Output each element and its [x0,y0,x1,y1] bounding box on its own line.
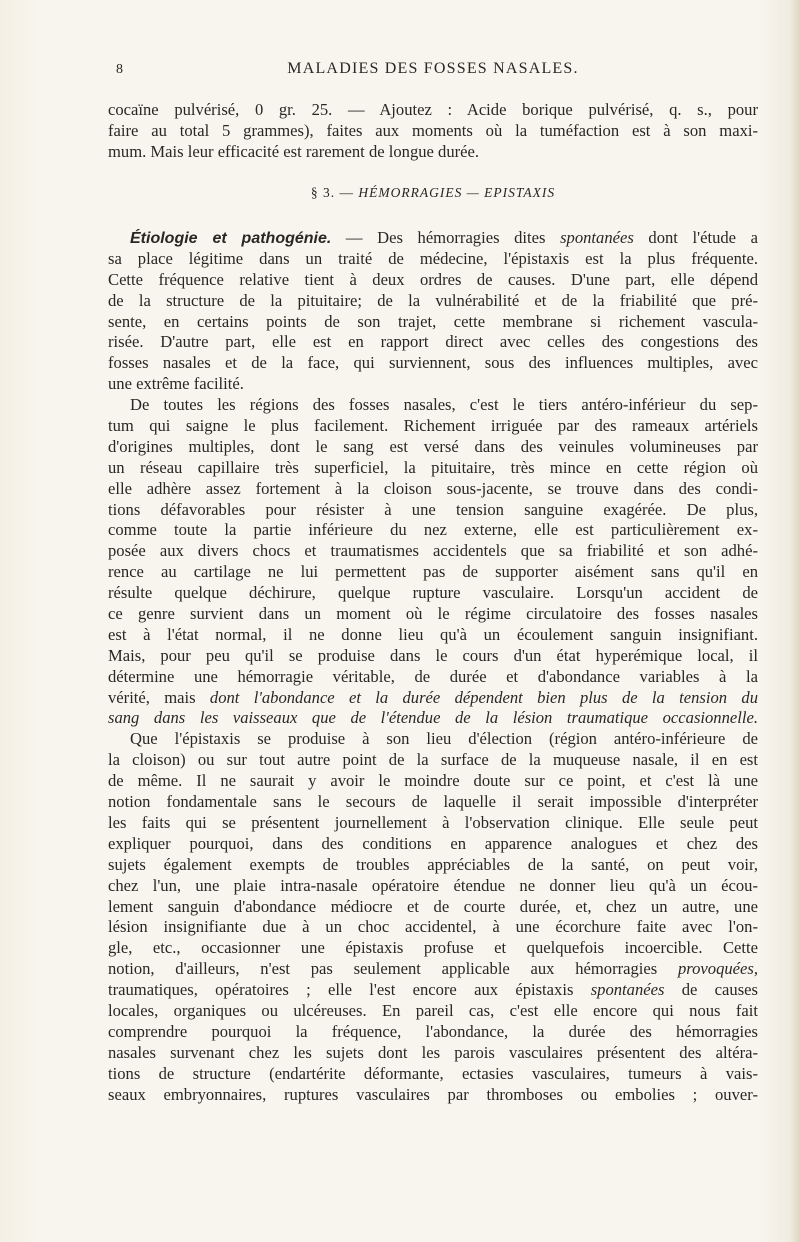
page-edge-shadow [790,0,800,1242]
text-line [108,980,758,1001]
text-line: tum qui saigne le plus facilement. Richement irriguée par des rameaux artériels [108,416,758,436]
text-line: chez l'un, une plaie intra-nasale opératoire étendue ne donner lieu qu'à un écou- [108,875,758,895]
intro-text [108,100,758,163]
text-line: de la structure de la pituitaire; de la vulnérabilité et de la friabilité que pré- [108,290,758,310]
text-line: ce genre survient dans un moment où le régime circulatoire des fosses nasales [108,604,758,624]
text-span: dont l'étude a [633,228,758,247]
text-line: lésion insignifiante due à un choc accidentel, à une écorchure faite avec l'on- [108,917,758,937]
text-line: gle, etc., occasionner une épistaxis profuse et quelquefois incoercible. Cette [108,938,758,958]
italic-span: provoquées, [677,959,758,979]
italic-line: sang dans les vaisseaux que de l'étendue de la lésion traumatique occasionnelle. [108,708,758,728]
text-line: sujets également exempts de troubles appréciables de la santé, on peut voir, [108,854,758,874]
page-number: 8 [116,62,124,77]
text-line: mum. Mais leur efficacité est rarement de longue durée. [108,141,480,161]
text-line: comprendre pourquoi la fréquence, l'abondance, la durée des hémorragies [108,1021,758,1041]
section-number: § 3. — [310,185,359,200]
section-title [108,185,758,201]
text-span: de causes [664,980,758,1000]
text-line: locales, organiques ou ulcéreuses. En pareil cas, c'est elle encore qui nous fait [108,1000,758,1020]
text-line: faire au total 5 grammes), faites aux moments où la tuméfaction est à son maxi- [108,120,758,140]
text-line: tions défavorables pour résister à une tension sanguine exagérée. De plus, [108,499,758,519]
text-line: tions de structure (endartérite déformante, ectasies vasculaires, tumeurs à vais- [108,1063,758,1083]
text-span: — Des hémorragies dites [331,228,561,247]
text-line: Cette fréquence relative tient à deux ordres de causes. D'une part, elle dépend [108,269,758,289]
text-line: un réseau capillaire très superficiel, la pituitaire, très mince en cette région où [108,457,758,477]
text-line: lement sanguin d'abondance médiocre et de courte durée, et, chez un autre, une [108,896,758,916]
italic-span: spontanées [590,980,665,1000]
text-line: est à l'état normal, il ne donne lieu qu'à un écoulement sanguin insignifiant. [108,624,758,644]
text-line: les faits qui se présentent journellement à l'observation clinique. Elle seule peut [108,812,758,832]
text-line [108,688,758,709]
text-line: résulte quelque déchirure, quelque rupture vasculaire. Lorsqu'un accident de [108,583,758,603]
text-line: d'origines multiples, dont le sang est versé dans des veinules volumineuses par [108,436,758,456]
text-span: traumatiques, opératoires ; elle l'est encore aux épistaxis [108,980,591,1000]
text-line: de même. Il ne saurait y avoir le moindre doute sur ce point, et c'est là une [108,771,758,791]
text-line: risée. D'autre part, elle est en rapport direct avec celles des congestions des [108,332,758,352]
text-line: comme toute la partie inférieure du nez externe, elle est particulièrement ex- [108,520,758,540]
section-heading: HÉMORRAGIES — EPISTAXIS [358,185,556,200]
main-text [108,228,758,1105]
text-line: nasales survenant chez les sujets dont les parois vasculaires présentent des altéra- [108,1042,758,1062]
text-line: expliquer pourquoi, dans des conditions en apparence analogues et chez des [108,833,758,853]
italic-span: spontanées [560,228,634,247]
text-line: notion fondamentale sans le secours de laquelle il serait impossible d'interpréter [108,792,758,812]
text-line: posée aux divers chocs et traumatismes accidentels que sa friabilité et son adhé- [108,541,758,561]
text-line: elle adhère assez fortement à la cloison sous-jacente, se trouve dans des condi- [108,478,758,498]
paragraph-heading: Étiologie et pathogénie. [130,230,332,247]
text-line: Mais, pour peu qu'il se produise dans le cours d'un état hyperémique local, il [108,645,758,665]
text-line: sa place légitime dans un traité de médecine, l'épistaxis est la plus fréquente. [108,248,758,268]
text-line: rence au cartilage ne lui permettent pas de supporter aisément sans qu'il en [108,562,758,582]
page-header [108,58,758,82]
text-line: De toutes les régions des fosses nasales, c'est le tiers antéro-inférieur du sep- [130,395,758,415]
text-line: seaux embryonnaires, ruptures vasculaires par thromboses ou embolies ; ouver- [108,1084,758,1104]
text-line: cocaïne pulvérisé, 0 gr. 25. — Ajoutez : Acide borique pulvérisé, q. s., pour [108,100,758,119]
text-line: Que l'épistaxis se produise à son lieu d'élection (région antéro-inférieure de [130,729,758,749]
text-span: notion, d'ailleurs, n'est pas seulement applicable aux hémorragies [108,959,678,979]
text-line [108,959,758,980]
text-span: vérité, mais [108,687,210,707]
italic-span: dont l'abondance et la durée dépendent bien plus de la tension du [209,687,758,707]
paragraph-opening-line [108,228,758,249]
text-line: détermine une hémorragie véritable, de durée et d'abondance variables à la [108,666,758,686]
running-head: MALADIES DES FOSSES NASALES. [287,60,579,77]
text-line: une extrême facilité. [108,374,244,394]
text-line: la cloison) ou sur tout autre point de la surface de la muqueuse nasale, il en est [108,750,758,770]
text-line: fosses nasales et de la face, qui surviennent, sous des influences multiples, avec [108,353,758,373]
text-line: sente, en certains points de son trajet, cette membrane si richement vascula- [108,311,758,331]
